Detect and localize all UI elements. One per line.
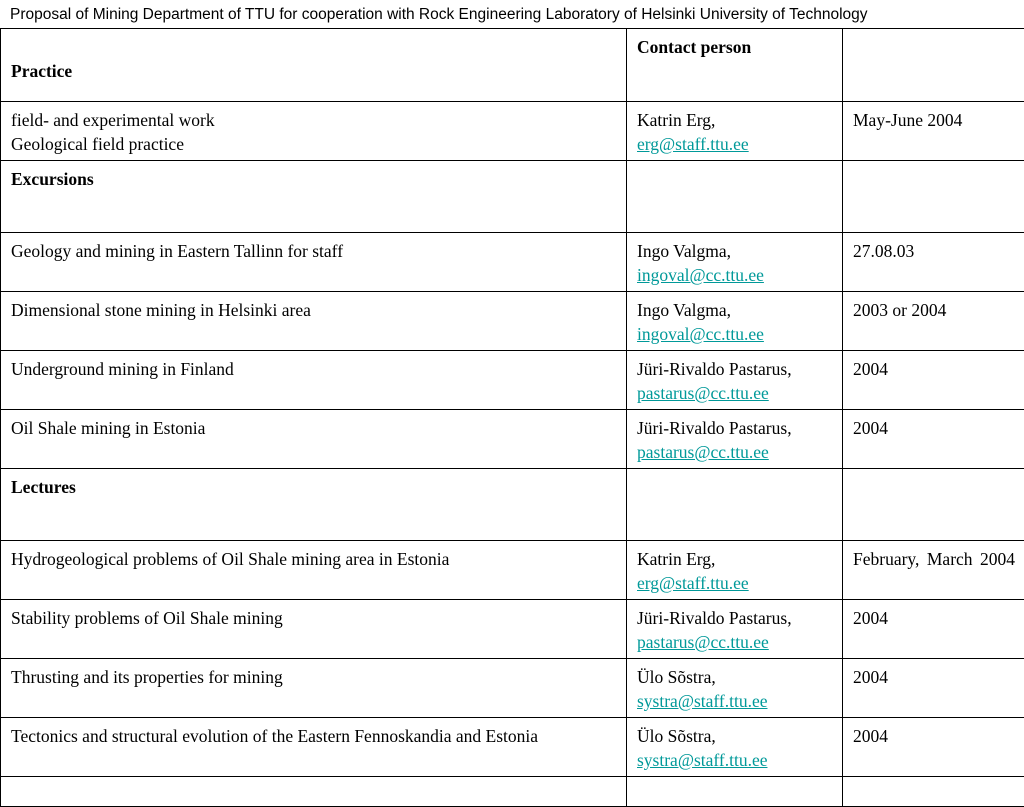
contact-email-link[interactable]: ingoval@cc.ttu.ee (637, 324, 764, 344)
activity-text: Dimensional stone mining in Helsinki area (11, 300, 311, 320)
contact-cell (627, 351, 843, 410)
date-cell (843, 600, 1024, 659)
activity-cell (1, 102, 627, 161)
date-value: 27.08.03 (853, 241, 914, 261)
contact-name: Katrin Erg, (637, 108, 832, 132)
section-row-lectures (1, 469, 1024, 541)
contact-name: Ülo Sõstra, (637, 665, 832, 689)
empty-cell (1, 777, 627, 807)
activity-cell (1, 600, 627, 659)
activity-cell (1, 292, 627, 351)
date-header-cell (843, 29, 1024, 102)
section-title-cell (1, 469, 627, 541)
empty-cell (843, 469, 1024, 541)
table-row (1, 410, 1024, 469)
contact-email-link[interactable]: erg@staff.ttu.ee (637, 134, 749, 154)
date-value: February, March 2004 (853, 547, 1015, 571)
activity-cell (1, 410, 627, 469)
empty-cell (843, 161, 1024, 233)
table-header-row (1, 29, 1024, 102)
contact-header-cell (627, 29, 843, 102)
contact-email-link[interactable]: pastarus@cc.ttu.ee (637, 442, 769, 462)
date-cell (843, 410, 1024, 469)
date-cell (843, 233, 1024, 292)
date-value: 2004 (853, 726, 888, 746)
activity-text: Tectonics and structural evolution of the Eastern Fennoskandia and Estonia (11, 726, 538, 746)
contact-cell (627, 541, 843, 600)
contact-cell (627, 233, 843, 292)
table-row (1, 102, 1024, 161)
activity-cell (1, 659, 627, 718)
contact-email-link[interactable]: systra@staff.ttu.ee (637, 750, 767, 770)
practice-line: field- and experimental work (11, 108, 616, 132)
activity-text: Stability problems of Oil Shale mining (11, 608, 283, 628)
date-cell (843, 292, 1024, 351)
date-value: May-June 2004 (853, 110, 962, 130)
contact-cell (627, 102, 843, 161)
date-value: 2004 (853, 667, 888, 687)
table-row (1, 351, 1024, 410)
contact-person-header: Contact person (637, 37, 751, 57)
practice-header: Practice (11, 61, 72, 81)
table-row (1, 600, 1024, 659)
contact-name: Ingo Valgma, (637, 298, 832, 322)
cooperation-table (0, 28, 1024, 807)
date-cell (843, 102, 1024, 161)
contact-name: Ülo Sõstra, (637, 724, 832, 748)
empty-cell (627, 777, 843, 807)
table-row (1, 541, 1024, 600)
section-row-excursions (1, 161, 1024, 233)
date-value: 2004 (853, 608, 888, 628)
empty-cell (843, 777, 1024, 807)
activity-cell (1, 351, 627, 410)
table-row (1, 659, 1024, 718)
contact-name: Jüri-Rivaldo Pastarus, (637, 416, 832, 440)
contact-email-link[interactable]: pastarus@cc.ttu.ee (637, 383, 769, 403)
activity-text: Underground mining in Finland (11, 359, 234, 379)
empty-cell (627, 469, 843, 541)
activity-text: Hydrogeological problems of Oil Shale mining area in Estonia (11, 549, 449, 569)
activity-cell (1, 233, 627, 292)
section-title-cell (1, 161, 627, 233)
contact-name: Jüri-Rivaldo Pastarus, (637, 606, 832, 630)
activity-text: Oil Shale mining in Estonia (11, 418, 205, 438)
table-row (1, 777, 1024, 807)
document-title: Proposal of Mining Department of TTU for cooperation with Rock Engineering Laboratory of Helsinki University of Technology (10, 5, 868, 24)
contact-cell (627, 659, 843, 718)
contact-name: Katrin Erg, (637, 547, 832, 571)
date-cell (843, 351, 1024, 410)
date-value: 2004 (853, 359, 888, 379)
practice-line: Geological field practice (11, 132, 616, 156)
date-cell (843, 541, 1024, 600)
contact-email-link[interactable]: systra@staff.ttu.ee (637, 691, 767, 711)
contact-email-link[interactable]: ingoval@cc.ttu.ee (637, 265, 764, 285)
contact-cell (627, 600, 843, 659)
contact-name: Ingo Valgma, (637, 239, 832, 263)
date-value: 2003 or 2004 (853, 300, 946, 320)
activity-text: Geology and mining in Eastern Tallinn for staff (11, 241, 343, 261)
contact-email-link[interactable]: erg@staff.ttu.ee (637, 573, 749, 593)
contact-email-link[interactable]: pastarus@cc.ttu.ee (637, 632, 769, 652)
section-title-excursions: Excursions (11, 169, 94, 189)
empty-cell (627, 161, 843, 233)
section-title-lectures: Lectures (11, 477, 76, 497)
activity-cell (1, 541, 627, 600)
practice-header-cell (1, 29, 627, 102)
table-row (1, 233, 1024, 292)
date-cell (843, 659, 1024, 718)
contact-cell (627, 410, 843, 469)
contact-name: Jüri-Rivaldo Pastarus, (637, 357, 832, 381)
contact-cell (627, 292, 843, 351)
date-value: 2004 (853, 418, 888, 438)
activity-text: Thrusting and its properties for mining (11, 667, 283, 687)
table-row (1, 292, 1024, 351)
